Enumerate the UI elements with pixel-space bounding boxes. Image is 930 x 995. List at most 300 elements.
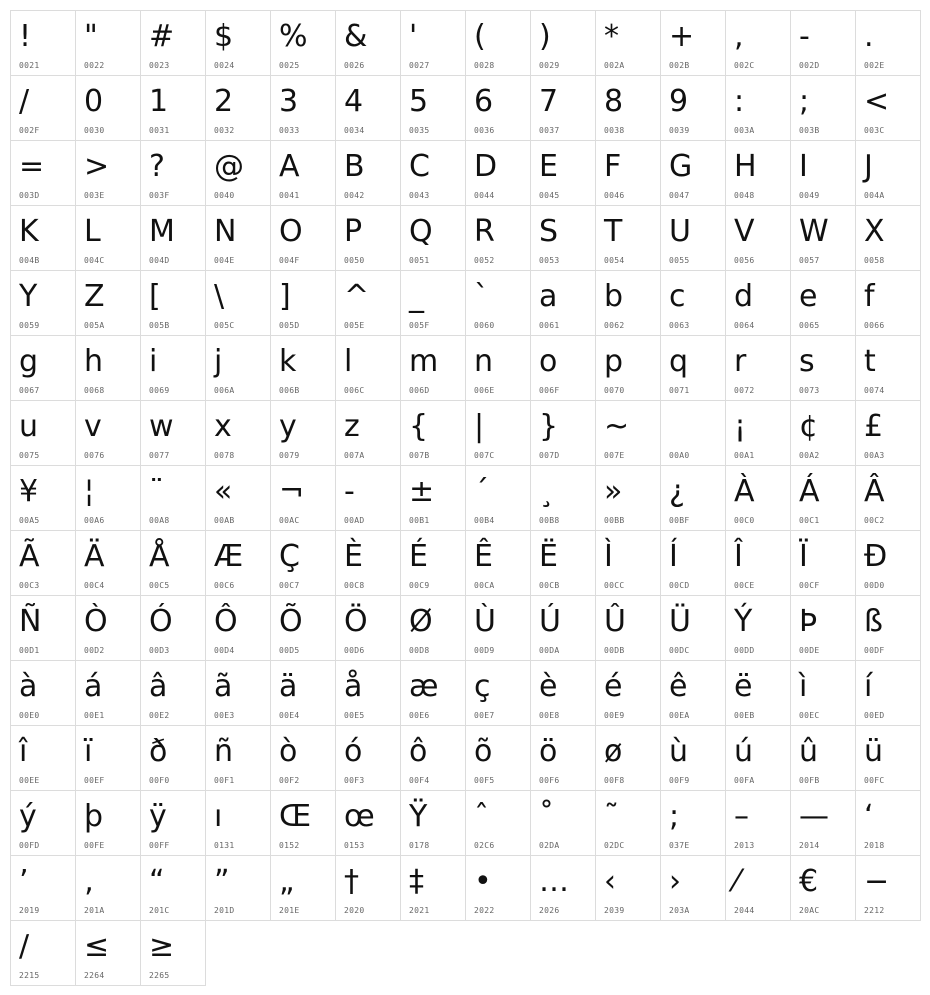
glyph-character: ¸ xyxy=(539,474,554,509)
glyph-codepoint: 0075 xyxy=(19,451,40,460)
glyph-character: , xyxy=(734,19,744,54)
glyph-character: y xyxy=(279,409,297,444)
glyph-codepoint: 2212 xyxy=(864,906,885,915)
glyph-codepoint: 002B xyxy=(669,61,690,70)
glyph-cell xyxy=(660,595,726,661)
glyph-codepoint: 00FF xyxy=(149,841,170,850)
glyph-character: † xyxy=(344,864,359,899)
glyph-codepoint: 00BF xyxy=(669,516,690,525)
glyph-character: E xyxy=(539,149,558,184)
glyph-cell xyxy=(270,205,336,271)
glyph-character: Ü xyxy=(669,604,691,639)
glyph-codepoint: 0152 xyxy=(279,841,300,850)
glyph-character: Ó xyxy=(149,604,173,639)
glyph-character: Ï xyxy=(799,539,808,574)
glyph-codepoint: 0037 xyxy=(539,126,560,135)
glyph-cell xyxy=(595,270,661,336)
glyph-codepoint: 2019 xyxy=(19,906,40,915)
glyph-cell xyxy=(855,75,921,141)
glyph-character: Ñ xyxy=(19,604,42,639)
glyph-codepoint: 0074 xyxy=(864,386,885,395)
glyph-character: 6 xyxy=(474,84,494,119)
glyph-character: ä xyxy=(279,669,298,704)
glyph-character: ã xyxy=(214,669,233,704)
glyph-cell xyxy=(725,790,791,856)
glyph-codepoint: 2026 xyxy=(539,906,560,915)
glyph-cell xyxy=(530,10,596,76)
glyph-character: Ù xyxy=(474,604,496,639)
glyph-cell xyxy=(725,725,791,791)
glyph-cell xyxy=(530,595,596,661)
glyph-codepoint: 00FB xyxy=(799,776,820,785)
glyph-character: ò xyxy=(279,734,298,769)
glyph-character: ü xyxy=(864,734,884,769)
glyph-cell xyxy=(660,660,726,726)
glyph-character: Ê xyxy=(474,539,493,574)
glyph-codepoint: 0039 xyxy=(669,126,690,135)
glyph-character: B xyxy=(344,149,365,184)
glyph-character: X xyxy=(864,214,885,249)
glyph-character: & xyxy=(344,19,368,54)
glyph-codepoint: 00FD xyxy=(19,841,40,850)
glyph-codepoint: 00E0 xyxy=(19,711,40,720)
glyph-character: g xyxy=(19,344,39,379)
glyph-character: ! xyxy=(19,19,32,54)
glyph-codepoint: 0051 xyxy=(409,256,430,265)
glyph-codepoint: 0068 xyxy=(84,386,105,395)
glyph-cell xyxy=(270,75,336,141)
glyph-codepoint: 00F9 xyxy=(669,776,690,785)
glyph-cell xyxy=(465,400,531,466)
glyph-character: # xyxy=(149,19,175,54)
glyph-character: Å xyxy=(149,539,170,574)
glyph-cell xyxy=(725,465,791,531)
glyph-codepoint: 2022 xyxy=(474,906,495,915)
glyph-codepoint: 00C5 xyxy=(149,581,170,590)
glyph-character: \ xyxy=(214,279,225,314)
glyph-cell xyxy=(140,660,206,726)
glyph-character: $ xyxy=(214,19,234,54)
glyph-codepoint: 0079 xyxy=(279,451,300,460)
glyph-character: T xyxy=(604,214,623,249)
glyph-character: ≤ xyxy=(84,929,110,964)
glyph-cell xyxy=(465,465,531,531)
glyph-codepoint: 0024 xyxy=(214,61,235,70)
glyph-character: b xyxy=(604,279,624,314)
glyph-cell xyxy=(335,400,401,466)
glyph-cell xyxy=(400,790,466,856)
glyph-character: ‘ xyxy=(864,799,874,834)
glyph-codepoint: 00ED xyxy=(864,711,885,720)
glyph-codepoint: 0178 xyxy=(409,841,430,850)
glyph-codepoint: 005B xyxy=(149,321,170,330)
glyph-character: Í xyxy=(669,539,678,574)
glyph-character: D xyxy=(474,149,498,184)
glyph-codepoint: 00C8 xyxy=(344,581,365,590)
glyph-character: = xyxy=(19,149,45,184)
glyph-character: { xyxy=(409,409,429,444)
glyph-codepoint: 2039 xyxy=(604,906,625,915)
glyph-cell xyxy=(465,790,531,856)
glyph-cell xyxy=(855,855,921,921)
glyph-character: d xyxy=(734,279,754,314)
glyph-codepoint: 00F8 xyxy=(604,776,625,785)
glyph-codepoint: 00D5 xyxy=(279,646,300,655)
glyph-cell xyxy=(400,400,466,466)
glyph-cell xyxy=(10,270,76,336)
glyph-character: J xyxy=(864,149,873,184)
glyph-codepoint: 00E1 xyxy=(84,711,105,720)
glyph-character: Æ xyxy=(214,539,244,574)
glyph-cell xyxy=(530,465,596,531)
glyph-cell xyxy=(660,10,726,76)
glyph-character: Ç xyxy=(279,539,300,574)
glyph-character: i xyxy=(149,344,158,379)
glyph-character: . xyxy=(864,19,874,54)
glyph-cell xyxy=(530,75,596,141)
glyph-cell xyxy=(660,270,726,336)
glyph-codepoint: 2021 xyxy=(409,906,430,915)
glyph-cell xyxy=(205,660,271,726)
glyph-character: £ xyxy=(864,409,884,444)
glyph-codepoint: 002C xyxy=(734,61,755,70)
glyph-cell xyxy=(725,595,791,661)
glyph-codepoint: 006A xyxy=(214,386,235,395)
glyph-cell xyxy=(75,140,141,206)
glyph-codepoint: 0033 xyxy=(279,126,300,135)
glyph-codepoint: 0064 xyxy=(734,321,755,330)
glyph-codepoint: 004B xyxy=(19,256,40,265)
glyph-codepoint: 2044 xyxy=(734,906,755,915)
glyph-codepoint: 006E xyxy=(474,386,495,395)
glyph-character: Z xyxy=(84,279,105,314)
glyph-codepoint: 00BB xyxy=(604,516,625,525)
glyph-codepoint: 02DA xyxy=(539,841,560,850)
glyph-character: ; xyxy=(799,84,810,119)
glyph-character: G xyxy=(669,149,693,184)
glyph-codepoint: 00F4 xyxy=(409,776,430,785)
glyph-codepoint: 00F0 xyxy=(149,776,170,785)
glyph-character: ê xyxy=(669,669,688,704)
glyph-cell xyxy=(595,855,661,921)
glyph-codepoint: 00DC xyxy=(669,646,690,655)
glyph-codepoint: 00A5 xyxy=(19,516,40,525)
glyph-cell xyxy=(10,205,76,271)
glyph-codepoint: 0046 xyxy=(604,191,625,200)
glyph-codepoint: 00CE xyxy=(734,581,755,590)
glyph-character: V xyxy=(734,214,755,249)
glyph-cell xyxy=(530,400,596,466)
glyph-character: Ì xyxy=(604,539,613,574)
glyph-character: N xyxy=(214,214,237,249)
glyph-codepoint: 00AB xyxy=(214,516,235,525)
glyph-cell xyxy=(335,855,401,921)
glyph-character: } xyxy=(539,409,559,444)
glyph-cell xyxy=(270,790,336,856)
glyph-character: Y xyxy=(19,279,38,314)
glyph-cell xyxy=(205,75,271,141)
glyph-cell xyxy=(530,270,596,336)
glyph-codepoint: 00CC xyxy=(604,581,625,590)
glyph-codepoint: 0072 xyxy=(734,386,755,395)
glyph-character: r xyxy=(734,344,747,379)
glyph-codepoint: 00AC xyxy=(279,516,300,525)
glyph-codepoint: 00C2 xyxy=(864,516,885,525)
glyph-codepoint: 0026 xyxy=(344,61,365,70)
glyph-character: | xyxy=(474,409,485,444)
glyph-cell xyxy=(205,270,271,336)
glyph-cell xyxy=(855,140,921,206)
glyph-codepoint: 00EA xyxy=(669,711,690,720)
glyph-cell xyxy=(10,855,76,921)
glyph-character: Ô xyxy=(214,604,238,639)
glyph-cell xyxy=(10,725,76,791)
glyph-cell xyxy=(790,400,856,466)
glyph-character: ˜ xyxy=(604,799,619,834)
glyph-codepoint: 005C xyxy=(214,321,235,330)
glyph-codepoint: 0073 xyxy=(799,386,820,395)
glyph-codepoint: 003F xyxy=(149,191,170,200)
glyph-character: t xyxy=(864,344,876,379)
glyph-codepoint: 0021 xyxy=(19,61,40,70)
glyph-cell xyxy=(855,10,921,76)
glyph-cell xyxy=(660,205,726,271)
glyph-cell xyxy=(10,75,76,141)
glyph-codepoint: 0070 xyxy=(604,386,625,395)
glyph-codepoint: 00C0 xyxy=(734,516,755,525)
glyph-character: ¦ xyxy=(84,474,95,509)
glyph-character: ≥ xyxy=(149,929,175,964)
glyph-codepoint: 003C xyxy=(864,126,885,135)
glyph-cell xyxy=(270,855,336,921)
glyph-codepoint: 007E xyxy=(604,451,625,460)
glyph-character: ó xyxy=(344,734,363,769)
glyph-character: 7 xyxy=(539,84,559,119)
glyph-codepoint: 201E xyxy=(279,906,300,915)
glyph-cell xyxy=(530,660,596,726)
glyph-character: ¬ xyxy=(279,474,305,509)
glyph-cell xyxy=(75,205,141,271)
glyph-codepoint: 2215 xyxy=(19,971,40,980)
glyph-character: 8 xyxy=(604,84,624,119)
glyph-cell xyxy=(855,790,921,856)
glyph-codepoint: 00D8 xyxy=(409,646,430,655)
glyph-codepoint: 0042 xyxy=(344,191,365,200)
glyph-codepoint: 0052 xyxy=(474,256,495,265)
glyph-codepoint: 00F6 xyxy=(539,776,560,785)
glyph-character: L xyxy=(84,214,101,249)
glyph-cell xyxy=(335,270,401,336)
glyph-character: » xyxy=(604,474,623,509)
glyph-codepoint: 0063 xyxy=(669,321,690,330)
glyph-character: ' xyxy=(409,19,418,54)
glyph-cell xyxy=(10,10,76,76)
glyph-codepoint: 00C4 xyxy=(84,581,105,590)
glyph-codepoint: 00D3 xyxy=(149,646,170,655)
glyph-codepoint: 00F1 xyxy=(214,776,235,785)
glyph-codepoint: 00D1 xyxy=(19,646,40,655)
glyph-cell xyxy=(725,10,791,76)
glyph-codepoint: 00D4 xyxy=(214,646,235,655)
glyph-codepoint: 0049 xyxy=(799,191,820,200)
glyph-cell xyxy=(660,400,726,466)
glyph-character: › xyxy=(669,864,681,899)
glyph-cell xyxy=(10,530,76,596)
glyph-character: 5 xyxy=(409,84,429,119)
glyph-character: ˆ xyxy=(474,799,489,834)
glyph-codepoint: 037E xyxy=(669,841,690,850)
glyph-codepoint: 0036 xyxy=(474,126,495,135)
glyph-character: ù xyxy=(669,734,689,769)
glyph-character: 9 xyxy=(669,84,689,119)
glyph-codepoint: 00D9 xyxy=(474,646,495,655)
glyph-codepoint: 0041 xyxy=(279,191,300,200)
glyph-cell xyxy=(790,335,856,401)
glyph-character: ( xyxy=(474,19,486,54)
glyph-codepoint: 00EE xyxy=(19,776,40,785)
glyph-cell xyxy=(465,725,531,791)
glyph-character: Ä xyxy=(84,539,105,574)
glyph-cell xyxy=(140,725,206,791)
glyph-character: Î xyxy=(734,539,743,574)
glyph-character: 4 xyxy=(344,84,364,119)
glyph-cell xyxy=(75,270,141,336)
glyph-cell xyxy=(530,205,596,271)
glyph-cell xyxy=(75,10,141,76)
glyph-cell xyxy=(270,725,336,791)
glyph-cell xyxy=(855,205,921,271)
glyph-codepoint: 0062 xyxy=(604,321,625,330)
glyph-codepoint: 0047 xyxy=(669,191,690,200)
glyph-cell xyxy=(10,465,76,531)
glyph-character: p xyxy=(604,344,624,379)
glyph-character: / xyxy=(19,84,30,119)
glyph-cell xyxy=(140,10,206,76)
glyph-character: j xyxy=(214,344,223,379)
glyph-cell xyxy=(140,400,206,466)
glyph-codepoint: 203A xyxy=(669,906,690,915)
glyph-character: [ xyxy=(149,279,161,314)
glyph-codepoint: 0044 xyxy=(474,191,495,200)
glyph-character: Õ xyxy=(279,604,303,639)
glyph-character: 3 xyxy=(279,84,299,119)
glyph-codepoint: 0059 xyxy=(19,321,40,330)
glyph-character: F xyxy=(604,149,622,184)
glyph-codepoint: 0055 xyxy=(669,256,690,265)
glyph-codepoint: 0077 xyxy=(149,451,170,460)
glyph-cell xyxy=(140,530,206,596)
glyph-codepoint: 0061 xyxy=(539,321,560,330)
glyph-codepoint: 00CB xyxy=(539,581,560,590)
glyph-cell xyxy=(75,855,141,921)
glyph-cell xyxy=(335,595,401,661)
glyph-cell xyxy=(270,10,336,76)
glyph-cell xyxy=(10,595,76,661)
glyph-codepoint: 004F xyxy=(279,256,300,265)
glyph-cell xyxy=(595,725,661,791)
glyph-cell xyxy=(140,790,206,856)
glyph-character: Ð xyxy=(864,539,888,574)
glyph-character: + xyxy=(669,19,695,54)
glyph-character: @ xyxy=(214,149,244,184)
glyph-cell xyxy=(400,140,466,206)
glyph-character: à xyxy=(19,669,38,704)
glyph-cell xyxy=(75,660,141,726)
glyph-character: % xyxy=(279,19,308,54)
glyph-character: € xyxy=(799,864,819,899)
glyph-character: H xyxy=(734,149,757,184)
glyph-character: • xyxy=(474,864,492,899)
glyph-cell xyxy=(595,140,661,206)
glyph-codepoint: 007D xyxy=(539,451,560,460)
glyph-cell xyxy=(400,75,466,141)
glyph-character: o xyxy=(539,344,558,379)
glyph-cell xyxy=(140,920,206,986)
glyph-codepoint: 00C3 xyxy=(19,581,40,590)
glyph-character: - xyxy=(799,19,810,54)
glyph-cell xyxy=(400,595,466,661)
glyph-codepoint: 0030 xyxy=(84,126,105,135)
glyph-character: ? xyxy=(149,149,165,184)
glyph-cell xyxy=(335,140,401,206)
glyph-codepoint: 00EC xyxy=(799,711,820,720)
glyph-codepoint: 00A6 xyxy=(84,516,105,525)
glyph-cell xyxy=(75,920,141,986)
glyph-codepoint: 0076 xyxy=(84,451,105,460)
glyph-character: ¥ xyxy=(19,474,39,509)
glyph-cell xyxy=(725,140,791,206)
glyph-character: ı xyxy=(214,799,223,834)
glyph-cell xyxy=(465,595,531,661)
glyph-character: ¢ xyxy=(799,409,819,444)
glyph-character: É xyxy=(409,539,428,574)
glyph-codepoint: 00E6 xyxy=(409,711,430,720)
glyph-cell xyxy=(270,270,336,336)
glyph-codepoint: 00E4 xyxy=(279,711,300,720)
glyph-codepoint: 00EF xyxy=(84,776,105,785)
glyph-character: ð xyxy=(149,734,168,769)
glyph-character: ∕ xyxy=(19,929,30,964)
glyph-character: Ö xyxy=(344,604,368,639)
glyph-codepoint: 0066 xyxy=(864,321,885,330)
glyph-character: „ xyxy=(279,864,295,899)
glyph-character: ) xyxy=(539,19,551,54)
glyph-character: Þ xyxy=(799,604,818,639)
glyph-cell xyxy=(725,335,791,401)
glyph-cell xyxy=(400,855,466,921)
glyph-cell xyxy=(465,10,531,76)
glyph-character: A xyxy=(279,149,300,184)
glyph-character: þ xyxy=(84,799,104,834)
glyph-cell xyxy=(140,205,206,271)
glyph-character: − xyxy=(864,864,890,899)
glyph-character: : xyxy=(734,84,745,119)
glyph-cell xyxy=(855,530,921,596)
glyph-codepoint: 003D xyxy=(19,191,40,200)
glyph-codepoint: 007B xyxy=(409,451,430,460)
glyph-cell xyxy=(335,465,401,531)
glyph-codepoint: 00D0 xyxy=(864,581,885,590)
glyph-grid xyxy=(10,10,920,985)
glyph-codepoint: 2265 xyxy=(149,971,170,980)
glyph-character: K xyxy=(19,214,39,249)
glyph-cell xyxy=(725,530,791,596)
glyph-character: ¨ xyxy=(149,474,164,509)
glyph-cell xyxy=(660,530,726,596)
glyph-cell xyxy=(660,140,726,206)
glyph-codepoint: 0027 xyxy=(409,61,430,70)
glyph-codepoint: 00A8 xyxy=(149,516,170,525)
